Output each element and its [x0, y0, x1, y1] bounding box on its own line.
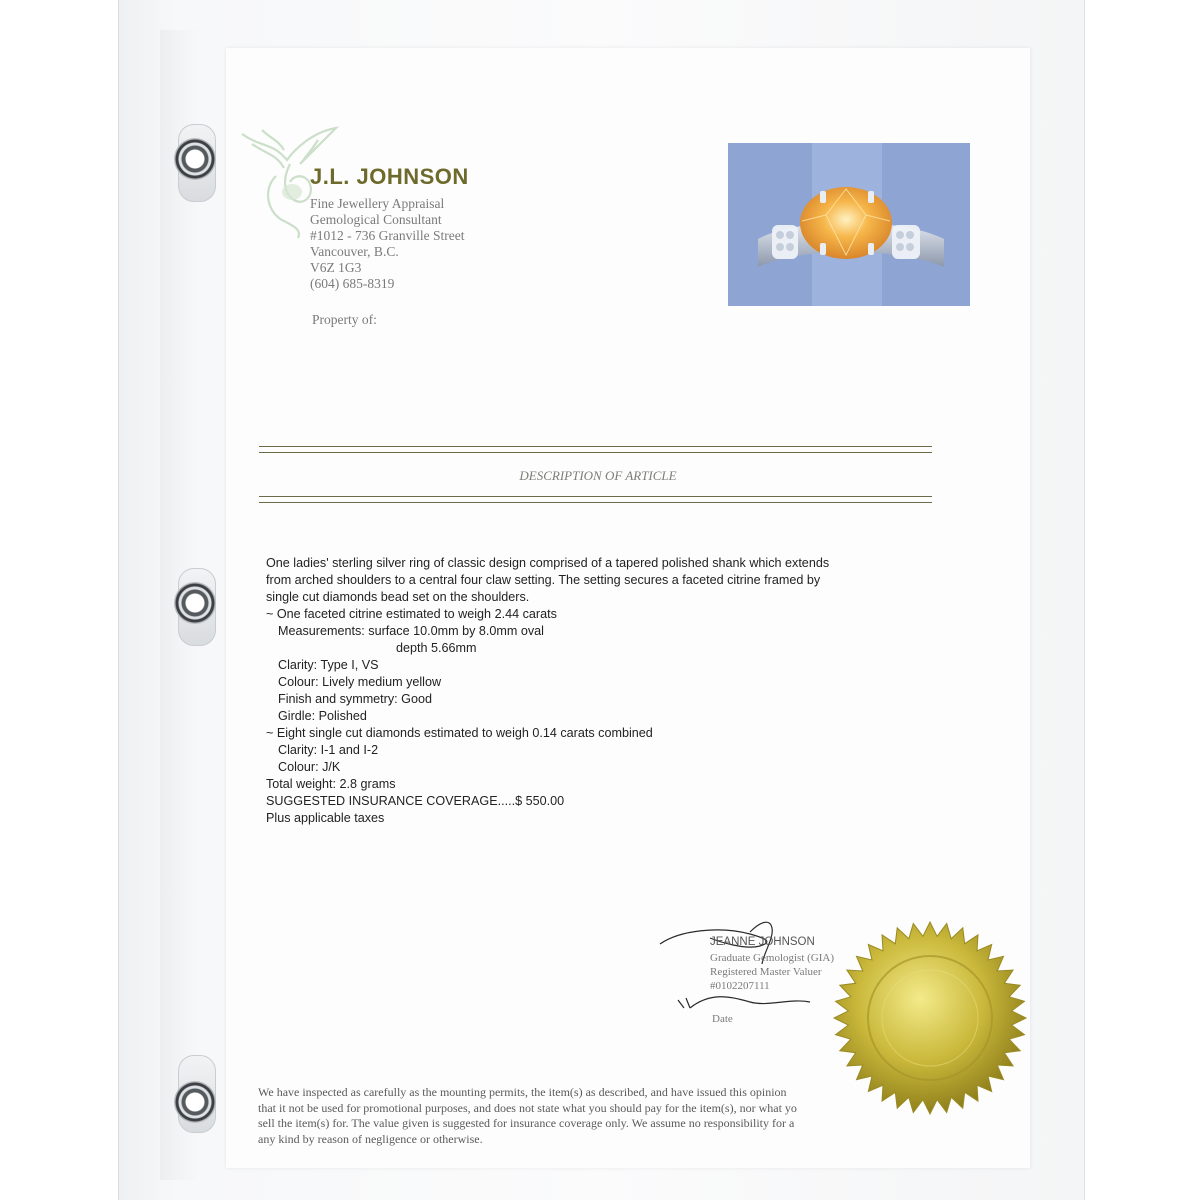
firm-line: V6Z 1G3 [310, 260, 362, 275]
binder-ring-icon [172, 568, 220, 644]
disclaimer-line: We have inspected as carefully as the mounting permits, the item(s) as described, and have issued this opinion [258, 1085, 787, 1099]
firm-line: Fine Jewellery Appraisal [310, 196, 445, 211]
firm-line: Gemological Consultant [310, 212, 442, 227]
firm-line: Vancouver, B.C. [310, 244, 399, 259]
disclaimer-line: sell the item(s) for. The value given is suggested for insurance coverage only. We assume no responsibility for a [258, 1116, 795, 1130]
insurance-coverage-line: SUGGESTED INSURANCE COVERAGE.....$ 550.00 [266, 794, 565, 808]
citrine-colour-line: Colour: Lively medium yellow [278, 675, 442, 689]
diamond-colour-line: Colour: J/K [278, 760, 341, 774]
section-title: DESCRIPTION OF ARTICLE [519, 468, 677, 483]
total-weight-line: Total weight: 2.8 grams [266, 777, 396, 791]
girdle-line: Girdle: Polished [278, 709, 367, 723]
rule-bottom [259, 496, 932, 503]
rule-top [259, 446, 932, 453]
article-description [266, 555, 926, 827]
credential-line: #0102207111 [710, 980, 770, 992]
firm-line: (604) 685-8319 [310, 276, 395, 291]
citrine-clarity-line: Clarity: Type I, VS [278, 658, 379, 672]
depth-line: depth 5.66mm [396, 641, 477, 655]
property-of-label: Property of: [312, 312, 377, 327]
firm-name: J.L. JOHNSON [310, 164, 469, 189]
appraiser-name: JEANNE JOHNSON [710, 936, 815, 948]
firm-address-block [310, 196, 464, 292]
description-line: from arched shoulders to a central four claw setting. The setting secures a faceted citrine framed by [266, 573, 821, 587]
disclaimer-line: that it not be used for promotional purposes, and does not state what you should pay for the item(s), nor what yo [258, 1100, 797, 1115]
binder-ring-icon [172, 124, 220, 200]
date-label: Date [712, 1013, 733, 1025]
description-line: single cut diamonds bead set on the shoulders. [266, 590, 530, 604]
ring-photo [728, 143, 970, 306]
diamonds-line: ~ Eight single cut diamonds estimated to weigh 0.14 carats combined [266, 726, 653, 740]
measurements-line: Measurements: surface 10.0mm by 8.0mm oval [278, 624, 544, 638]
citrine-line: ~ One faceted citrine estimated to weigh 2.44 carats [266, 607, 557, 621]
firm-line: #1012 - 736 Granville Street [310, 228, 465, 243]
diamond-clarity-line: Clarity: I-1 and I-2 [278, 743, 379, 757]
taxes-line: Plus applicable taxes [266, 811, 385, 825]
credential-line: Registered Master Valuer [710, 966, 822, 978]
appraiser-credentials [710, 951, 834, 993]
disclaimer [258, 1085, 894, 1147]
credential-line: Graduate Gemologist (GIA) [710, 952, 835, 964]
finish-line: Finish and symmetry: Good [278, 692, 432, 706]
binder-ring-icon [172, 1055, 220, 1131]
description-line: One ladies' sterling silver ring of classic design comprised of a tapered polished shank which extends [266, 556, 830, 570]
disclaimer-line: any kind by reason of negligence or otherwise. [258, 1131, 483, 1146]
